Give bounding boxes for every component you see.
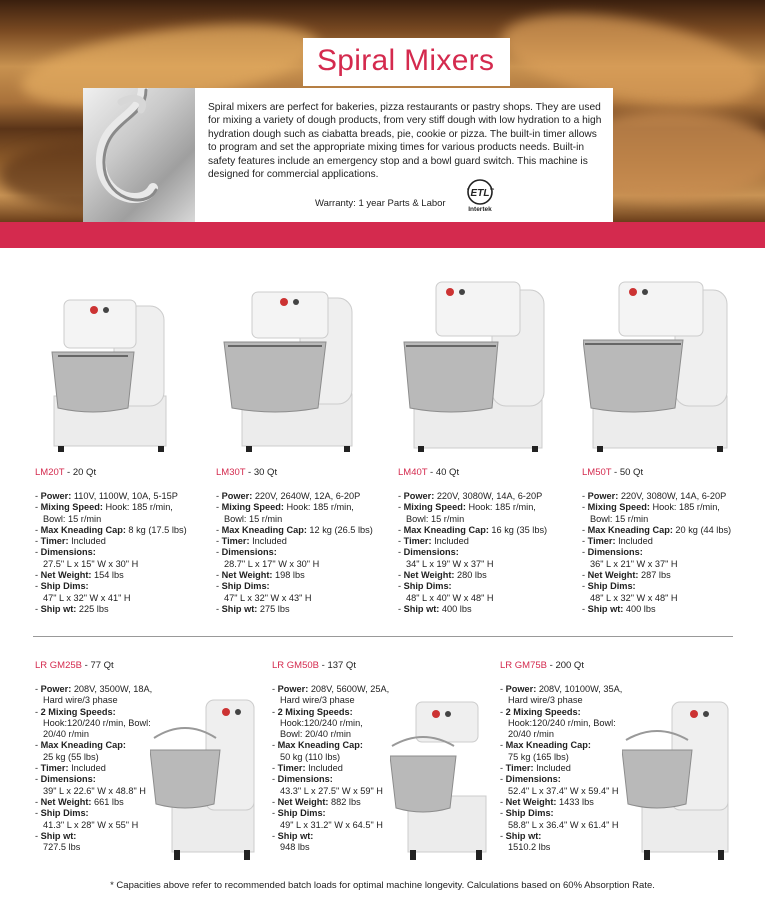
- spec-row: - 2 Mixing Speeds:: [500, 706, 581, 717]
- spec-row: [35, 842, 152, 853]
- spec-value: 43.3" L x 27.5" W x 59" H: [280, 785, 383, 796]
- mixer-image-lm40t: [402, 280, 547, 452]
- spec-row: - Dimensions:: [272, 774, 333, 785]
- model-size: - 50 Qt: [611, 467, 644, 478]
- spec-label: Net Weight:: [403, 570, 455, 581]
- spec-row: - Max Kneading Cap:: [500, 740, 591, 751]
- spec-label: Dimensions:: [40, 547, 96, 558]
- spec-label: Dimensions:: [505, 774, 561, 785]
- spec-label: Max Kneading Cap:: [277, 740, 363, 751]
- spec-label: Power:: [40, 684, 72, 694]
- svg-text:us: us: [490, 186, 495, 191]
- spec-value: 287 lbs: [638, 570, 671, 581]
- spec-row: [500, 752, 622, 763]
- dough-hook-image: [83, 88, 195, 222]
- spec-value: 20 kg (44 lbs): [672, 524, 732, 535]
- spec-row: - Ship Dims:: [500, 808, 554, 819]
- spec-value: Hook: 185 r/min,: [465, 502, 536, 513]
- spec-row: - Dimensions:: [582, 547, 643, 558]
- model-heading-lr-gm50b: [272, 660, 356, 671]
- spec-value: 48" L x 40" W x 48" H: [406, 592, 494, 603]
- model-size: - 40 Qt: [427, 467, 460, 478]
- spec-row: - Ship wt: 225 lbs: [35, 603, 109, 614]
- spec-row: - Timer: Included: [272, 763, 343, 774]
- spec-label: Max Kneading Cap:: [403, 524, 489, 535]
- spec-row: - Net Weight: 882 lbs: [272, 796, 361, 807]
- spec-label: Ship Dims:: [40, 808, 89, 819]
- spec-row: [398, 514, 547, 525]
- spec-row: [216, 514, 373, 525]
- spec-label: Timer:: [277, 763, 306, 774]
- spec-label: Ship Dims:: [403, 581, 452, 592]
- spec-row: - Ship Dims:: [35, 581, 89, 592]
- spec-list-lm30t: [216, 491, 373, 615]
- spec-list-lm40t: [398, 491, 547, 615]
- spec-value: 198 lbs: [272, 570, 305, 581]
- spec-label: Max Kneading Cap:: [505, 740, 591, 751]
- spec-row: [272, 695, 389, 706]
- spec-row: - Timer: Included: [398, 536, 469, 547]
- spec-row: [272, 786, 389, 797]
- spec-row: [500, 820, 622, 831]
- spec-value: 25 kg (55 lbs): [43, 751, 99, 762]
- spec-row: - Timer: Included: [500, 763, 571, 774]
- spec-row: - Mixing Speed: Hook: 185 r/min,: [216, 502, 354, 513]
- spec-row: - Mixing Speed: Hook: 185 r/min,: [582, 502, 720, 513]
- spec-row: - Ship Dims:: [582, 581, 636, 592]
- spec-row: - Ship wt: 400 lbs: [398, 603, 472, 614]
- spec-row: - Max Kneading Cap:: [272, 740, 363, 751]
- mixer-image-lr-gm75b: [622, 700, 732, 860]
- spec-value: 39" L x 22.6" W x 48.8" H: [43, 785, 146, 796]
- spec-row: - Ship wt:: [272, 830, 314, 841]
- spec-row: - Mixing Speed: Hook: 185 r/min,: [398, 502, 536, 513]
- spec-label: Net Weight:: [40, 570, 92, 581]
- spec-row: [272, 752, 389, 763]
- spec-label: Ship Dims:: [587, 581, 636, 592]
- spec-row: - Ship Dims:: [398, 581, 452, 592]
- spec-label: Dimensions:: [221, 547, 277, 558]
- description-box: [195, 88, 613, 222]
- spec-value: Included: [431, 536, 469, 547]
- spec-label: Dimensions:: [403, 547, 459, 558]
- spec-value: Bowl: 15 r/min: [590, 513, 649, 524]
- model-size: - 20 Qt: [64, 467, 97, 478]
- accent-band: [0, 222, 765, 248]
- svg-text:c: c: [467, 186, 469, 191]
- spec-row: - 2 Mixing Speeds:: [272, 706, 353, 717]
- spec-row: - Ship Dims:: [272, 808, 326, 819]
- spec-row: - Power: 220V, 2640W, 12A, 6-20P: [216, 491, 361, 501]
- spec-value: 220V, 3080W, 14A, 6-20P: [434, 491, 543, 501]
- spec-value: Included: [249, 536, 287, 547]
- spec-value: 225 lbs: [76, 603, 109, 614]
- spec-value: Bowl: 15 r/min: [43, 513, 102, 524]
- spec-value: 12 kg (26.5 lbs): [306, 524, 373, 535]
- spec-row: - Dimensions:: [398, 547, 459, 558]
- spec-label: Ship wt:: [40, 603, 77, 614]
- spec-row: - Max Kneading Cap:: [35, 740, 126, 751]
- spec-value: 27.5" L x 15" W x 30" H: [43, 558, 139, 569]
- spec-label: Ship wt:: [40, 830, 77, 841]
- spec-row: - Max Kneading Cap: 20 kg (44 lbs): [582, 524, 732, 535]
- spec-label: Power:: [40, 491, 72, 501]
- spec-row: [582, 593, 731, 604]
- spec-list-lr-gm75b: [500, 684, 622, 853]
- spec-row: - Dimensions:: [216, 547, 277, 558]
- spec-label: Ship Dims:: [221, 581, 270, 592]
- mixer-image-lm20t: [36, 296, 171, 452]
- spec-row: [500, 729, 622, 740]
- spec-label: Timer:: [40, 536, 69, 547]
- spec-value: 50 kg (110 lbs): [280, 751, 341, 762]
- spec-row: [500, 718, 622, 729]
- model-size: - 200 Qt: [547, 660, 584, 671]
- spec-row: - Net Weight: 280 lbs: [398, 570, 487, 581]
- spec-value: 34" L x 19" W x 37" H: [406, 558, 494, 569]
- spec-label: Dimensions:: [40, 774, 96, 785]
- spec-value: Included: [68, 763, 106, 774]
- spec-row: - Timer: Included: [216, 536, 287, 547]
- spec-value: 882 lbs: [328, 796, 361, 807]
- spec-value: Hook:120/240 r/min, Bowl:: [43, 717, 151, 728]
- model-size: - 77 Qt: [82, 660, 114, 671]
- spec-row: - Power: 208V, 5600W, 25A,: [272, 684, 390, 694]
- spec-row: - Max Kneading Cap: 12 kg (26.5 lbs): [216, 524, 373, 535]
- spec-label: Max Kneading Cap:: [40, 524, 126, 535]
- spec-value: Hook: 185 r/min,: [102, 502, 173, 513]
- spec-row: - 2 Mixing Speeds:: [35, 706, 116, 717]
- model-size: - 137 Qt: [319, 660, 356, 671]
- spec-row: - Net Weight: 154 lbs: [35, 570, 124, 581]
- spec-value: 208V, 3500W, 18A,: [71, 684, 153, 694]
- spec-label: Net Weight:: [40, 796, 92, 807]
- spec-value: 208V, 5600W, 25A,: [308, 684, 390, 694]
- spec-row: [582, 559, 731, 570]
- spec-row: [216, 559, 373, 570]
- model-heading-lm20t: [35, 467, 96, 478]
- spec-row: [398, 559, 547, 570]
- spec-row: [35, 718, 152, 729]
- spec-value: Hard wire/3 phase: [508, 695, 583, 706]
- model-size: - 30 Qt: [245, 467, 278, 478]
- spec-label: Timer:: [40, 763, 69, 774]
- spec-row: - Max Kneading Cap: 16 kg (35 lbs): [398, 524, 548, 535]
- spec-label: Dimensions:: [277, 774, 333, 785]
- spec-label: Max Kneading Cap:: [40, 740, 126, 751]
- spec-label: Mixing Speed:: [587, 502, 650, 513]
- spec-row: [582, 514, 731, 525]
- spec-row: - Ship wt: 275 lbs: [216, 603, 290, 614]
- model-code: LR GM25B: [35, 660, 82, 671]
- spec-label: Timer:: [221, 536, 250, 547]
- model-code: LR GM75B: [500, 660, 547, 671]
- spec-value: 400 lbs: [439, 603, 472, 614]
- spec-row: - Net Weight: 1433 lbs: [500, 796, 594, 807]
- spec-value: 20/40 r/min: [508, 729, 554, 740]
- spec-value: 52.4" L x 37.4" W x 59.4" H: [508, 785, 619, 796]
- spec-label: Net Weight:: [587, 570, 639, 581]
- spec-value: 41.3" L x 28" W x 55" H: [43, 819, 139, 830]
- spec-value: Hook: 185 r/min,: [649, 502, 720, 513]
- spec-label: Mixing Speed:: [403, 502, 466, 513]
- spec-value: 948 lbs: [280, 842, 310, 853]
- spec-row: - Power: 110V, 1100W, 10A, 5-15P: [35, 491, 178, 501]
- spec-label: Power:: [587, 491, 619, 501]
- spec-value: 154 lbs: [91, 570, 124, 581]
- spec-row: [35, 695, 152, 706]
- spec-list-lm20t: [35, 491, 187, 615]
- spec-row: - Mixing Speed: Hook: 185 r/min,: [35, 502, 173, 513]
- spec-label: Ship wt:: [587, 603, 624, 614]
- spec-value: 208V, 10100W, 35A,: [536, 684, 623, 694]
- spec-row: [500, 842, 622, 853]
- spec-label: Max Kneading Cap:: [587, 524, 673, 535]
- model-heading-lm30t: [216, 467, 277, 478]
- spec-label: Timer:: [505, 763, 534, 774]
- spec-label: Power:: [277, 684, 309, 694]
- spec-label: Ship Dims:: [277, 808, 326, 819]
- spec-row: [35, 514, 187, 525]
- model-code: LM50T: [582, 467, 612, 478]
- spec-label: Ship wt:: [505, 830, 542, 841]
- spec-value: 661 lbs: [91, 796, 124, 807]
- spec-row: [35, 729, 152, 740]
- spec-label: Power:: [221, 491, 253, 501]
- spec-label: Mixing Speed:: [221, 502, 284, 513]
- spec-row: [35, 593, 187, 604]
- spec-list-lm50t: [582, 491, 731, 615]
- spec-row: [35, 559, 187, 570]
- spec-label: Net Weight:: [505, 796, 557, 807]
- spec-row: - Power: 220V, 3080W, 14A, 6-20P: [398, 491, 543, 501]
- spec-value: Hard wire/3 phase: [280, 695, 355, 706]
- spec-row: [35, 820, 152, 831]
- etl-logo-label: Intertek: [468, 206, 492, 213]
- spec-value: 49" L x 31.2" W x 64.5" H: [280, 819, 383, 830]
- spec-value: 275 lbs: [257, 603, 290, 614]
- spec-value: 58.8" L x 36.4" W x 61.4" H: [508, 819, 619, 830]
- spec-value: Bowl: 20/40 r/min: [280, 729, 351, 740]
- model-code: LR GM50B: [272, 660, 319, 671]
- spec-value: 20/40 r/min: [43, 729, 89, 740]
- spec-value: 28.7" L x 17" W x 30" H: [224, 558, 320, 569]
- mixer-image-lr-gm25b: [150, 698, 260, 860]
- spec-label: Ship wt:: [403, 603, 440, 614]
- spec-row: [35, 786, 152, 797]
- model-heading-lm40t: [398, 467, 459, 478]
- spec-list-lr-gm25b: [35, 684, 152, 853]
- spec-value: Hard wire/3 phase: [43, 695, 118, 706]
- spec-row: - Ship wt:: [35, 830, 77, 841]
- mixer-image-lr-gm50b: [390, 700, 490, 860]
- spec-value: 110V, 1100W, 10A, 5-15P: [71, 491, 178, 501]
- spec-row: - Timer: Included: [582, 536, 653, 547]
- spec-row: [500, 786, 622, 797]
- spec-row: [272, 842, 389, 853]
- description-text: Spiral mixers are perfect for bakeries, pizza restaurants or pastry shops. They are used for mixing a variety of dough products, from very stiff dough with low hydration to a high hydration dough such as ciabatta breads, pie, cookie or pizza. The built-in timer allows to program and set the appropriate mixing times for various products needs. Built-in safety features include an emergency stop and a bowl guard switch. This machine is designed for commercial applications.: [208, 102, 602, 181]
- title-box: [303, 38, 510, 86]
- mixer-image-lm30t: [222, 290, 357, 452]
- spec-label: Ship Dims:: [40, 581, 89, 592]
- spec-label: Ship Dims:: [505, 808, 554, 819]
- spec-value: 1433 lbs: [556, 796, 594, 807]
- spec-row: - Power: 208V, 10100W, 35A,: [500, 684, 623, 694]
- footnote: * Capacities above refer to recommended batch loads for optimal machine longevity. Calculations based on 60% Absorption Rate.: [110, 880, 655, 891]
- spec-value: 400 lbs: [623, 603, 656, 614]
- spec-label: 2 Mixing Speeds:: [40, 706, 116, 717]
- spec-value: Bowl: 15 r/min: [406, 513, 465, 524]
- spec-row: - Timer: Included: [35, 536, 106, 547]
- spec-row: - Dimensions:: [35, 774, 96, 785]
- spec-value: 220V, 3080W, 14A, 6-20P: [618, 491, 727, 501]
- spec-label: Ship wt:: [221, 603, 258, 614]
- model-code: LM40T: [398, 467, 428, 478]
- spec-label: Timer:: [403, 536, 432, 547]
- etl-certification-logo: [463, 178, 497, 218]
- page-title: Spiral Mixers: [317, 44, 495, 77]
- spec-row: [272, 820, 389, 831]
- mixer-image-lm50t: [583, 280, 733, 452]
- spec-value: Hook:120/240 r/min,: [280, 717, 363, 728]
- spec-value: Included: [68, 536, 106, 547]
- spec-label: Max Kneading Cap:: [221, 524, 307, 535]
- spec-value: Hook:120/240 r/min, Bowl:: [508, 717, 616, 728]
- model-code: LM30T: [216, 467, 246, 478]
- spec-value: 8 kg (17.5 lbs): [125, 524, 187, 535]
- spec-label: Ship wt:: [277, 830, 314, 841]
- spec-list-lr-gm50b: [272, 684, 389, 853]
- spec-label: Timer:: [587, 536, 616, 547]
- spec-row: - Timer: Included: [35, 763, 106, 774]
- spec-row: - Ship Dims:: [35, 808, 89, 819]
- spec-value: 280 lbs: [454, 570, 487, 581]
- spec-row: [272, 718, 389, 729]
- spec-row: - Net Weight: 661 lbs: [35, 796, 124, 807]
- spec-value: Included: [533, 763, 571, 774]
- spec-row: [35, 752, 152, 763]
- spec-label: Net Weight:: [221, 570, 273, 581]
- spec-row: - Power: 220V, 3080W, 14A, 6-20P: [582, 491, 727, 501]
- spec-label: Dimensions:: [587, 547, 643, 558]
- model-heading-lm50t: [582, 467, 643, 478]
- spec-row: [216, 593, 373, 604]
- spec-label: Mixing Speed:: [40, 502, 103, 513]
- spec-value: Included: [615, 536, 653, 547]
- model-heading-lr-gm25b: [35, 660, 114, 671]
- spec-value: 36" L x 21" W x 37" H: [590, 558, 678, 569]
- section-divider: [33, 636, 733, 637]
- spec-label: Power:: [403, 491, 435, 501]
- spec-label: Power:: [505, 684, 537, 694]
- spec-row: [272, 729, 389, 740]
- spec-label: 2 Mixing Speeds:: [277, 706, 353, 717]
- spec-row: - Net Weight: 287 lbs: [582, 570, 671, 581]
- spec-value: 75 kg (165 lbs): [508, 751, 569, 762]
- spec-row: - Dimensions:: [500, 774, 561, 785]
- model-code: LM20T: [35, 467, 65, 478]
- spec-value: 220V, 2640W, 12A, 6-20P: [252, 491, 361, 501]
- svg-text:ETL: ETL: [470, 188, 490, 199]
- spec-label: Net Weight:: [277, 796, 329, 807]
- spec-value: 48" L x 32" W x 48" H: [590, 592, 678, 603]
- spec-value: Bowl: 15 r/min: [224, 513, 283, 524]
- spec-value: 727.5 lbs: [43, 842, 81, 853]
- spec-row: - Ship Dims:: [216, 581, 270, 592]
- spec-value: Included: [305, 763, 343, 774]
- spec-row: - Dimensions:: [35, 547, 96, 558]
- spec-value: 47" L x 32" W x 41" H: [43, 592, 131, 603]
- spec-row: - Max Kneading Cap: 8 kg (17.5 lbs): [35, 524, 187, 535]
- spec-value: 47" L x 32" W x 43" H: [224, 592, 312, 603]
- spec-row: - Net Weight: 198 lbs: [216, 570, 305, 581]
- spec-row: - Power: 208V, 3500W, 18A,: [35, 684, 153, 694]
- spec-row: [398, 593, 547, 604]
- spec-row: [500, 695, 622, 706]
- spec-row: - Ship wt: 400 lbs: [582, 603, 656, 614]
- spec-row: - Ship wt:: [500, 830, 542, 841]
- spec-value: Hook: 185 r/min,: [283, 502, 354, 513]
- spec-value: 1510.2 lbs: [508, 842, 551, 853]
- warranty-text: Warranty: 1 year Parts & Labor: [315, 198, 446, 209]
- model-heading-lr-gm75b: [500, 660, 584, 671]
- spec-value: 16 kg (35 lbs): [488, 524, 548, 535]
- spec-label: 2 Mixing Speeds:: [505, 706, 581, 717]
